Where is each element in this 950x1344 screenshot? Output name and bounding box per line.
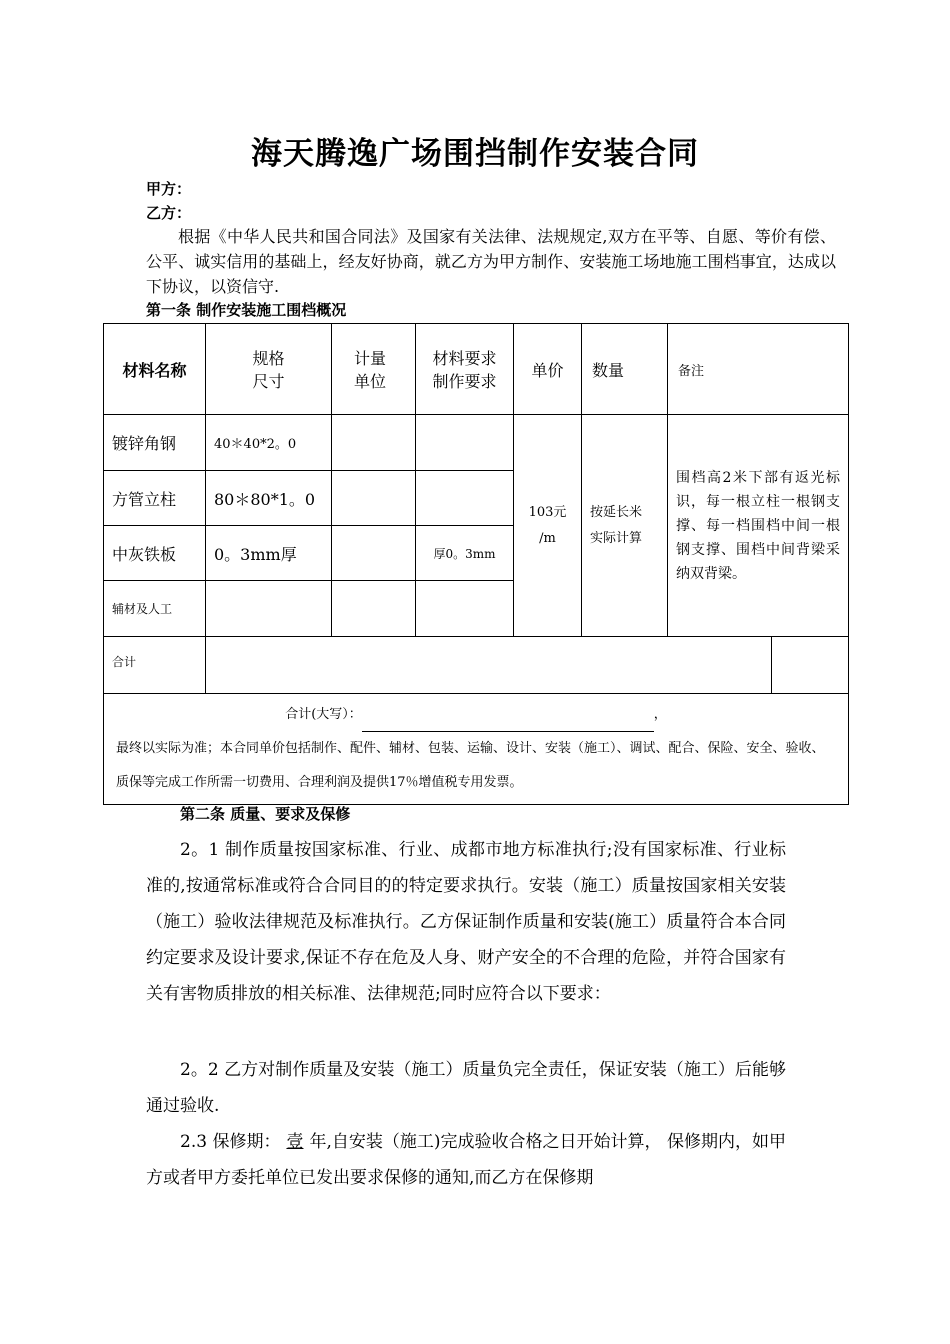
warranty-years: 壹 — [286, 1132, 304, 1152]
party-a-label: 甲方： — [146, 180, 192, 198]
materials-table — [103, 323, 849, 805]
header-unit-price: 单价 — [514, 324, 582, 415]
clause-2-1: 2。1 制作质量按国家标准、行业、成都市地方标准执行;没有国家标准、行业标准的,按通常标准或符合合同目的的特定要求执行。安装（施工）质量按国家相关安装（施工）验收法律规范及标准执行。乙方保证制作质量和安装(施工）质量符合本合同约定要求及设计要求,保证不存在危及人身、财产安全的不合理的危险，并符合国家有关有害物质排放的相关标准、法律规范;同时应符合以下要求： — [146, 840, 786, 1004]
total-extra — [772, 637, 849, 694]
row-req: 厚0。3mm — [416, 526, 514, 581]
contract-title: 海天腾逸广场围挡制作安装合同 — [251, 136, 699, 172]
row-spec: 40＊40*2。0 — [206, 415, 332, 471]
intro-paragraph: 根据《中华人民共和国合同法》及国家有关法律、法规规定,双方在平等、自愿、等价有偿、公平、诚实信用的基础上，经友好协商，就乙方为甲方制作、安装施工场地施工围档事宜，达成以下协议，以资信守. — [146, 227, 836, 296]
total-words-line: 合计(大写）： ， — [116, 698, 836, 732]
footnote-row — [104, 694, 849, 805]
row-unit — [332, 471, 416, 526]
table-header-row — [104, 324, 849, 415]
row-name: 镀锌角钢 — [104, 415, 206, 471]
row-name: 方管立柱 — [104, 471, 206, 526]
row-spec: 80＊80*1。0 — [206, 471, 332, 526]
header-material-name: 材料名称 — [104, 324, 206, 415]
row-name: 辅材及人工 — [104, 581, 206, 637]
header-quantity: 数量 — [582, 324, 668, 415]
row-spec — [206, 581, 332, 637]
remark-note: 围档高2米下部有返光标识，每一根立柱一根钢支撑、每一档围档中间一根钢支撑、围档中间背梁采纳双背梁。 — [668, 415, 849, 637]
row-unit — [332, 526, 416, 581]
table-row — [104, 415, 849, 471]
header-unit: 计量 单位 — [332, 324, 416, 415]
row-spec: 0。3mm厚 — [206, 526, 332, 581]
row-req — [416, 581, 514, 637]
total-row — [104, 637, 849, 694]
article-2-heading: 第二条 质量、要求及保修 — [180, 805, 351, 823]
total-label: 合计 — [104, 637, 206, 694]
header-remark: 备注 — [668, 324, 849, 415]
article-1-heading: 第一条 制作安装施工围档概况 — [146, 301, 347, 319]
header-spec: 规格 尺寸 — [206, 324, 332, 415]
header-requirements: 材料要求 制作要求 — [416, 324, 514, 415]
row-name: 中灰铁板 — [104, 526, 206, 581]
footnote-cell — [104, 694, 849, 805]
row-req — [416, 415, 514, 471]
row-unit — [332, 581, 416, 637]
total-value — [206, 637, 772, 694]
clause-2-3: 2.3 保修期： 壹 年,自安装（施工)完成验收合格之日开始计算， 保修期内，如甲方或者甲方委托单位已发出要求保修的通知,而乙方在保修期 — [146, 1132, 786, 1188]
unit-price-cell: 103元 /m — [514, 415, 582, 637]
footnote-text: 最终以实际为准；本合同单价包括制作、配件、辅材、包装、运输、设计、安装（施工）、调试、配合、保险、安全、验收、质保等完成工作所需一切费用、合理利润及提供17％增值税专用发票。 — [116, 741, 825, 790]
total-words-blank — [362, 715, 654, 732]
clause-2-2: 2。2 乙方对制作质量及安装（施工）质量负完全责任，保证安装（施工）后能够通过验收. — [146, 1060, 786, 1116]
quantity-cell: 按延长米 实际计算 — [582, 415, 668, 637]
row-req — [416, 471, 514, 526]
row-unit — [332, 415, 416, 471]
party-b-label: 乙方： — [146, 204, 192, 222]
